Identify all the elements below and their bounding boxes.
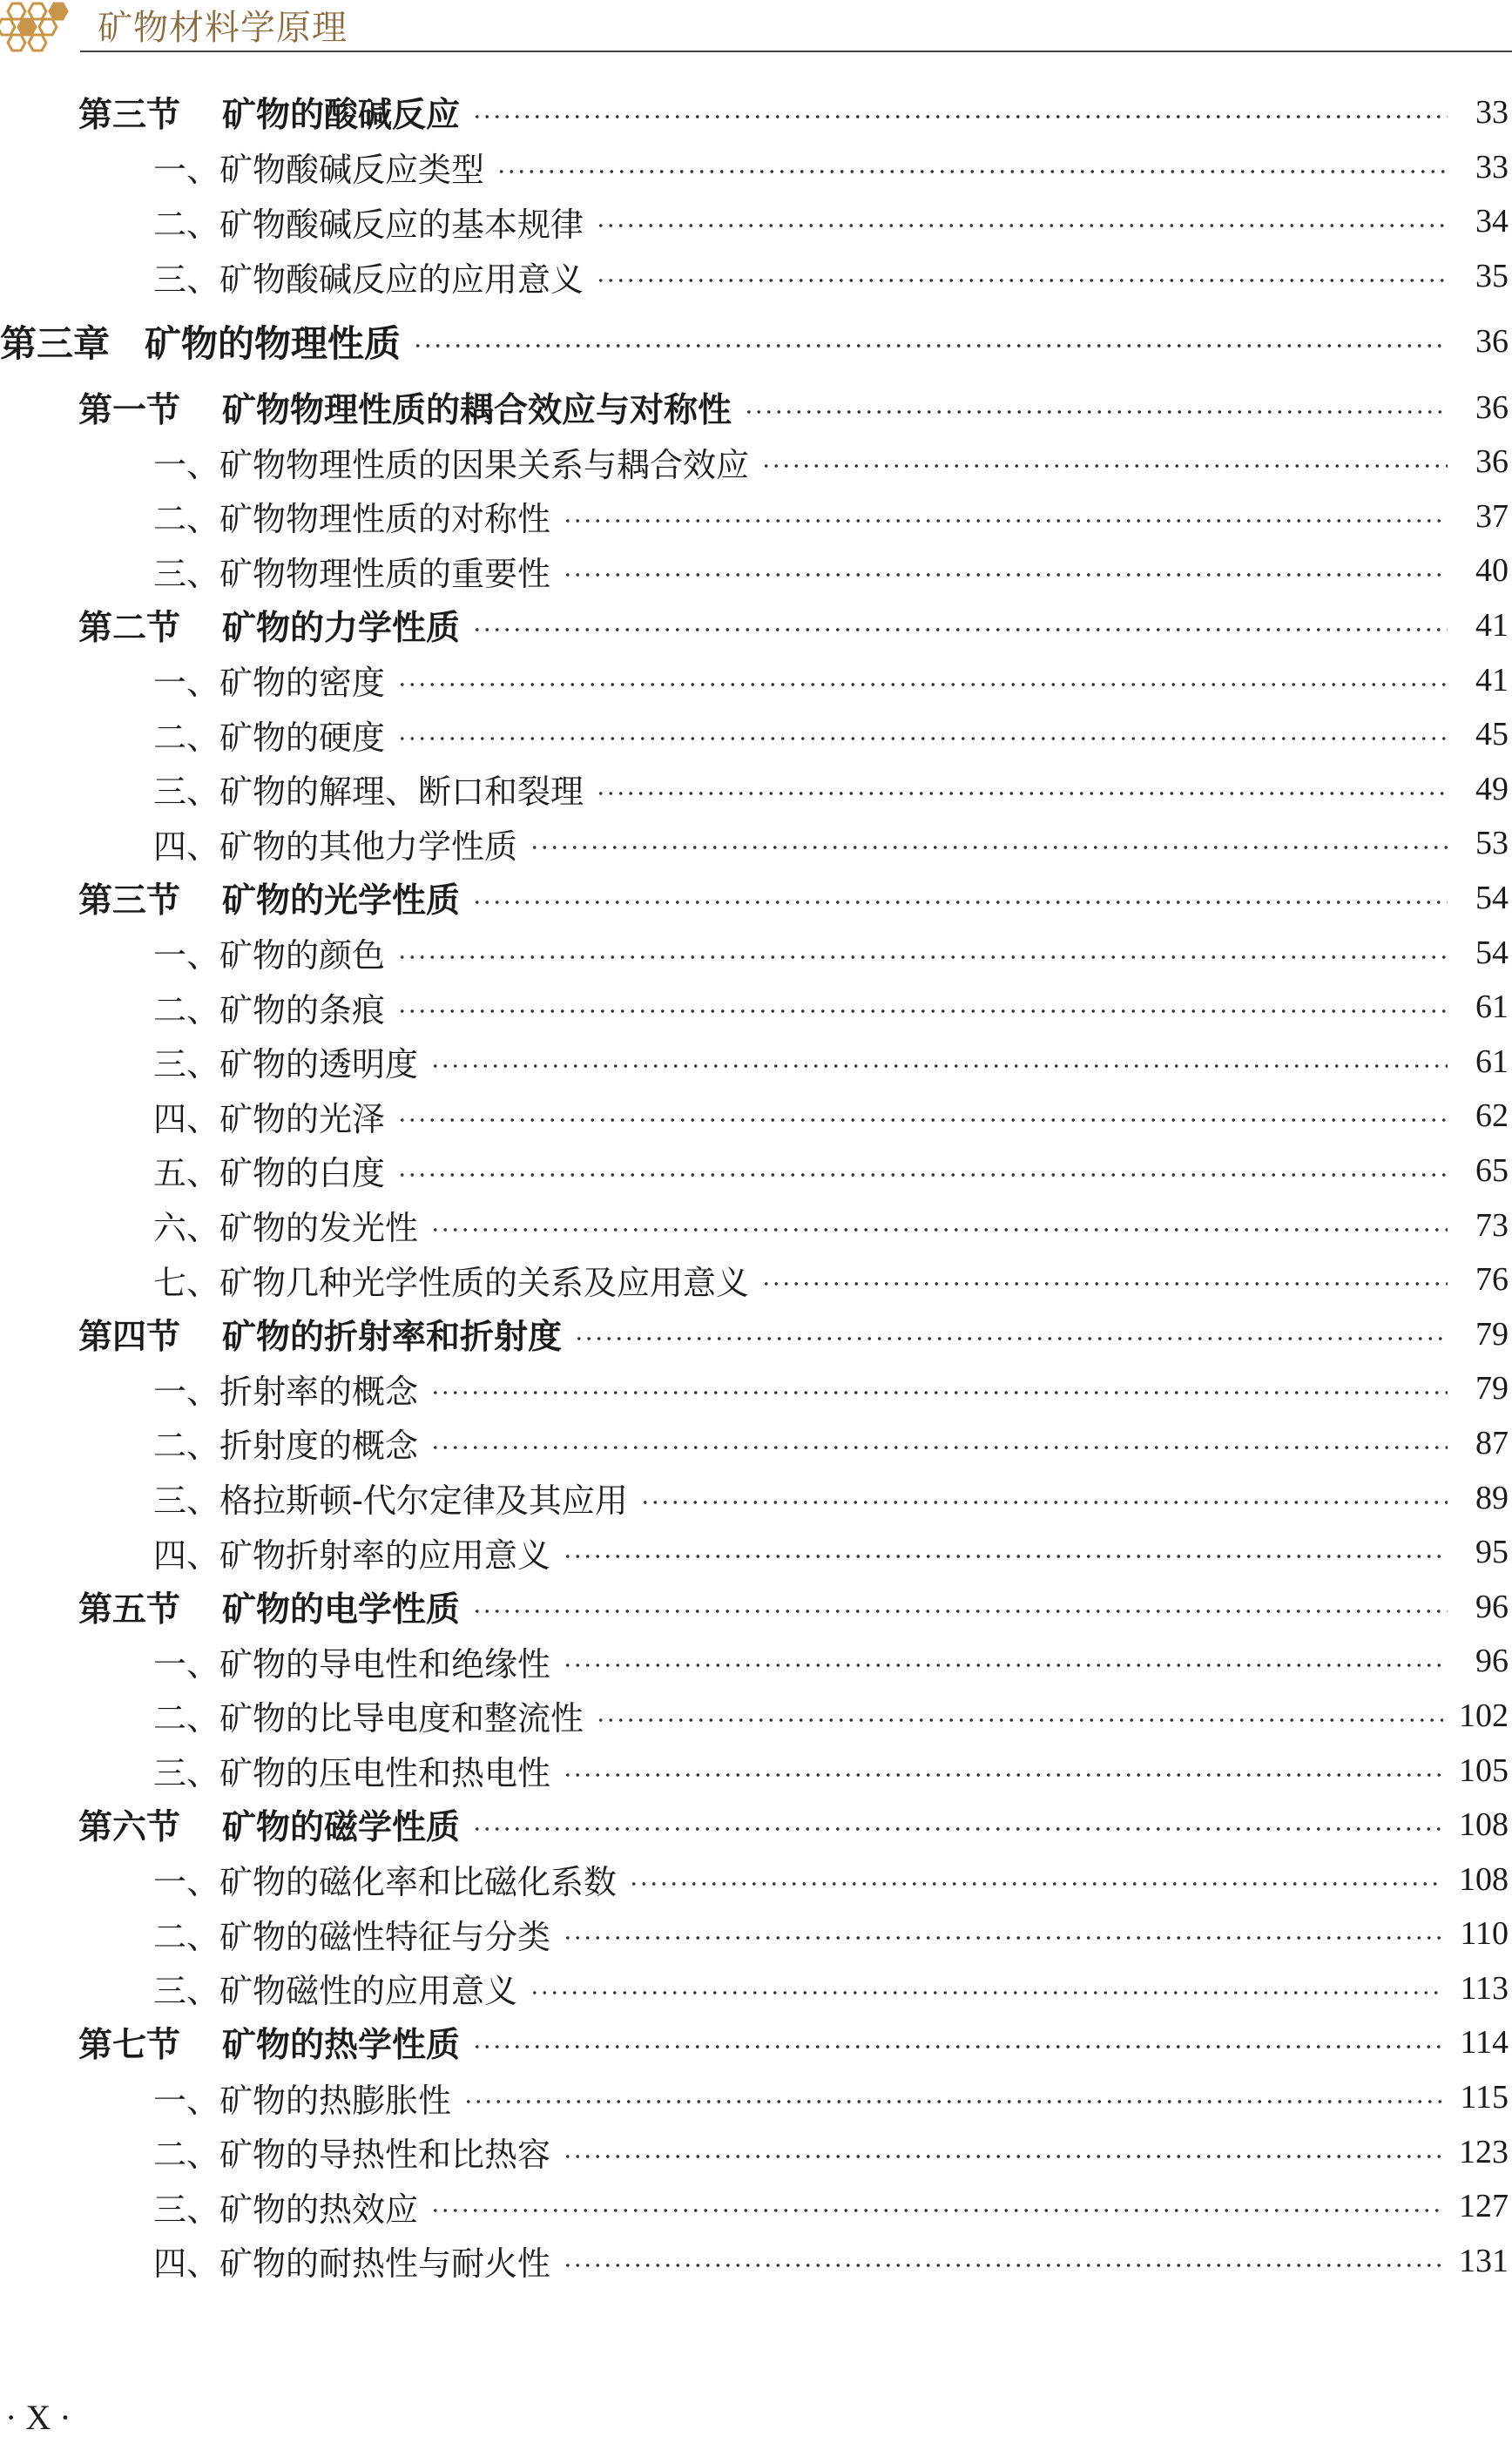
toc-entry-item[interactable] xyxy=(0,1198,1512,1252)
toc-entry-page: 96 xyxy=(1475,1588,1509,1625)
dot-leader xyxy=(574,1336,1448,1341)
toc-entry-item[interactable] xyxy=(0,249,1512,304)
toc-entry-title: 矿物的其他力学性质 xyxy=(219,827,518,866)
toc-entry-title: 矿物的酸碱反应 xyxy=(222,96,461,136)
toc-entry-title: 矿物磁性的应用意义 xyxy=(219,1972,518,2011)
toc-entry-page: 33 xyxy=(1475,148,1509,186)
toc-entry-page: 79 xyxy=(1475,1315,1509,1353)
toc-entry-item[interactable] xyxy=(0,1907,1512,1961)
toc-entry-page: 96 xyxy=(1475,1643,1509,1680)
toc-entry-item[interactable] xyxy=(0,762,1512,817)
toc-entry-page: 105 xyxy=(1459,1751,1509,1789)
dot-leader xyxy=(472,1826,1443,1832)
toc-entry-title: 矿物的导电性和绝缘性 xyxy=(219,1644,551,1684)
dot-leader xyxy=(596,791,1448,796)
toc-entry-item[interactable] xyxy=(0,1525,1512,1580)
toc-entry-number: 二、 xyxy=(153,2136,220,2175)
toc-entry-page: 40 xyxy=(1475,552,1509,590)
toc-entry-page: 65 xyxy=(1475,1151,1509,1189)
toc-entry-number: 一、 xyxy=(153,664,220,703)
dot-leader xyxy=(563,572,1448,577)
toc-entry-page: 62 xyxy=(1475,1097,1509,1135)
dot-leader xyxy=(496,169,1448,174)
dot-leader xyxy=(530,1990,1444,1995)
toc-entry-item[interactable] xyxy=(0,489,1512,544)
page-number: · X · xyxy=(5,2398,71,2437)
toc-entry-section[interactable] xyxy=(0,871,1512,926)
dot-leader xyxy=(472,1609,1448,1614)
toc-entry-page: 108 xyxy=(1459,1860,1509,1898)
toc-entry-title: 矿物的发光性 xyxy=(219,1209,419,1248)
toc-entry-number: 一、 xyxy=(153,2081,220,2120)
toc-entry-item[interactable] xyxy=(0,2234,1512,2289)
toc-entry-title: 矿物的热效应 xyxy=(219,2190,419,2229)
toc-entry-number: 三、 xyxy=(153,773,220,812)
dot-leader xyxy=(629,1881,1443,1886)
dot-leader xyxy=(563,2154,1443,2159)
toc-entry-item[interactable] xyxy=(0,140,1512,195)
toc-entry-item[interactable] xyxy=(0,1035,1512,1090)
toc-entry-page: 114 xyxy=(1460,2024,1509,2062)
toc-entry-number: 一、 xyxy=(153,936,220,975)
toc-entry-title: 矿物的白度 xyxy=(219,1154,386,1193)
toc-entry-page: 53 xyxy=(1475,825,1509,862)
toc-entry-number: 第六节 xyxy=(78,1808,181,1848)
dot-leader xyxy=(761,1281,1448,1286)
dot-leader xyxy=(397,736,1448,741)
toc-entry-page: 35 xyxy=(1475,258,1509,295)
toc-entry-number: 三、 xyxy=(153,554,220,593)
toc-entry-title: 矿物折射率的应用意义 xyxy=(219,1535,551,1575)
toc-entry-page: 54 xyxy=(1475,880,1509,917)
toc-entry-page: 36 xyxy=(1475,323,1509,361)
toc-entry-page: 76 xyxy=(1475,1261,1509,1299)
toc-entry-page: 102 xyxy=(1459,1697,1509,1734)
dot-leader xyxy=(563,1935,1444,1940)
toc-entry-page: 123 xyxy=(1459,2133,1509,2170)
toc-entry-title: 矿物的硬度 xyxy=(219,718,386,757)
toc-entry-title: 矿物的条痕 xyxy=(219,990,386,1029)
toc-entry-number: 二、 xyxy=(153,990,220,1029)
toc-entry-number: 一、 xyxy=(153,445,220,484)
toc-entry-item[interactable] xyxy=(0,1252,1512,1307)
dot-leader xyxy=(413,343,1448,348)
toc-entry-title: 矿物物理性质的耦合效应与对称性 xyxy=(222,390,732,430)
toc-entry-number: 三、 xyxy=(153,1972,220,2011)
toc-entry-item[interactable] xyxy=(0,1743,1512,1798)
toc-entry-number: 一、 xyxy=(153,1863,220,1902)
toc-entry-number: 一、 xyxy=(153,1372,220,1411)
toc-entry-number: 第三节 xyxy=(78,881,181,921)
toc-entry-page: 89 xyxy=(1475,1479,1509,1516)
toc-entry-page: 110 xyxy=(1460,1915,1509,1953)
toc-entry-title: 矿物酸碱反应的基本规律 xyxy=(219,205,584,244)
toc-entry-number: 一、 xyxy=(153,1644,220,1684)
toc-entry-number: 三、 xyxy=(153,260,220,299)
toc-entry-item[interactable] xyxy=(0,1470,1512,1525)
toc-entry-item[interactable] xyxy=(0,2124,1512,2179)
toc-entry-page: 36 xyxy=(1475,443,1509,481)
dot-leader xyxy=(430,1063,1448,1069)
toc-entry-title: 矿物的光学性质 xyxy=(222,881,461,921)
dot-leader xyxy=(563,1663,1448,1668)
toc-entry-number: 七、 xyxy=(153,1263,220,1302)
toc-entry-item[interactable] xyxy=(0,1852,1512,1907)
dot-leader xyxy=(397,1009,1448,1014)
header-rule xyxy=(80,51,1512,52)
toc-entry-page: 108 xyxy=(1459,1806,1509,1844)
toc-entry-title: 矿物的热膨胀性 xyxy=(219,2081,452,2120)
toc-entry-item[interactable] xyxy=(0,652,1512,707)
toc-entry-title: 矿物物理性质的对称性 xyxy=(219,500,551,539)
toc-entry-title: 矿物的透明度 xyxy=(219,1045,419,1084)
book-title: 矿物材料学原理 xyxy=(98,8,348,48)
toc-entry-title: 矿物的热学性质 xyxy=(222,2026,461,2066)
toc-entry-page: 37 xyxy=(1475,497,1509,535)
toc-entry-page: 95 xyxy=(1475,1534,1509,1571)
toc-entry-item[interactable] xyxy=(0,707,1512,762)
toc-entry-title: 矿物的磁学性质 xyxy=(222,1808,461,1848)
toc-entry-number: 三、 xyxy=(153,1754,220,1793)
toc-entry-item[interactable] xyxy=(0,1144,1512,1198)
toc-entry-number: 第三章 xyxy=(0,322,111,366)
dot-leader xyxy=(430,1227,1448,1232)
toc-entry-item[interactable] xyxy=(0,1089,1512,1144)
dot-leader xyxy=(596,278,1448,283)
dot-leader xyxy=(397,1117,1448,1123)
toc-entry-title: 矿物的电学性质 xyxy=(222,1589,461,1630)
toc-entry-page: 41 xyxy=(1475,607,1509,645)
toc-entry-number: 第二节 xyxy=(78,609,181,649)
toc-entry-number: 四、 xyxy=(153,2244,220,2284)
toc-entry-page: 41 xyxy=(1475,661,1509,699)
toc-entry-page: 131 xyxy=(1459,2242,1509,2279)
toc-entry-item[interactable] xyxy=(0,194,1512,249)
dot-leader xyxy=(472,627,1448,632)
toc-entry-page: 73 xyxy=(1475,1206,1509,1244)
toc-entry-title: 矿物酸碱反应类型 xyxy=(219,151,485,190)
toc-entry-item[interactable] xyxy=(0,543,1512,598)
toc-entry-page: 34 xyxy=(1475,203,1509,240)
dot-leader xyxy=(761,463,1448,469)
toc-entry-item[interactable] xyxy=(0,980,1512,1035)
toc-entry-item[interactable] xyxy=(0,1961,1512,2016)
toc-entry-page: 61 xyxy=(1475,1043,1509,1080)
dot-leader xyxy=(640,1500,1448,1505)
toc-entry-number: 一、 xyxy=(153,151,220,190)
toc-entry-item[interactable] xyxy=(0,1361,1512,1416)
toc-entry-title: 矿物酸碱反应的应用意义 xyxy=(219,260,584,299)
dot-leader xyxy=(463,2099,1444,2104)
toc-entry-number: 四、 xyxy=(153,1535,220,1575)
dot-leader xyxy=(744,409,1448,415)
toc-entry-page: 54 xyxy=(1475,934,1509,971)
toc-entry-page: 79 xyxy=(1475,1370,1509,1407)
dot-leader xyxy=(397,1172,1448,1178)
toc-entry-title: 矿物的折射率和折射度 xyxy=(222,1317,563,1357)
toc-entry-number: 第五节 xyxy=(78,1589,181,1630)
toc-entry-number: 三、 xyxy=(153,1045,220,1084)
toc-entry-number: 二、 xyxy=(153,500,220,539)
toc-entry-page: 115 xyxy=(1460,2079,1509,2116)
page-header xyxy=(0,0,1512,56)
toc-entry-number: 第一节 xyxy=(78,390,181,430)
toc-entry-title: 折射度的概念 xyxy=(219,1427,419,1466)
toc-entry-chapter[interactable] xyxy=(0,303,1512,380)
dot-leader xyxy=(530,845,1448,850)
dot-leader xyxy=(563,2263,1443,2268)
toc-entry-section[interactable] xyxy=(0,85,1512,140)
toc-entry-title: 矿物的磁性特征与分类 xyxy=(219,1917,551,1956)
toc-entry-title: 矿物的导热性和比热容 xyxy=(219,2136,551,2175)
dot-leader xyxy=(563,518,1448,523)
dot-leader xyxy=(430,1445,1448,1450)
toc-entry-page: 36 xyxy=(1475,388,1509,426)
dot-leader xyxy=(563,1772,1443,1778)
toc-entry-number: 三、 xyxy=(153,2190,220,2229)
toc-entry-number: 二、 xyxy=(153,1699,220,1738)
toc-entry-item[interactable] xyxy=(0,1634,1512,1689)
toc-entry-number: 第四节 xyxy=(78,1317,181,1357)
dot-leader xyxy=(472,2044,1444,2049)
toc-entry-number: 三、 xyxy=(153,1481,220,1521)
toc-entry-title: 矿物的力学性质 xyxy=(222,609,461,649)
toc-entry-title: 矿物的压电性和热电性 xyxy=(219,1754,551,1793)
dot-leader xyxy=(472,114,1448,119)
toc-entry-title: 矿物的耐热性与耐火性 xyxy=(219,2244,551,2284)
toc-entry-title: 矿物物理性质的因果关系与耦合效应 xyxy=(219,445,750,484)
toc-entry-page: 33 xyxy=(1475,94,1509,132)
toc-entry-item[interactable] xyxy=(0,925,1512,980)
toc-entry-title: 矿物的解理、断口和裂理 xyxy=(219,773,584,812)
toc-entry-title: 矿物的颜色 xyxy=(219,936,386,975)
toc-entry-page: 127 xyxy=(1459,2188,1509,2225)
toc-entry-title: 矿物的光泽 xyxy=(219,1099,386,1138)
hexagon-logo-icon xyxy=(0,0,73,52)
toc-entry-section[interactable] xyxy=(0,2015,1512,2070)
toc-entry-title: 矿物的密度 xyxy=(219,664,386,703)
toc-entry-number: 四、 xyxy=(153,1099,220,1138)
toc-entry-item[interactable] xyxy=(0,2179,1512,2234)
dot-leader xyxy=(596,223,1448,228)
toc-entry-title: 矿物物理性质的重要性 xyxy=(219,554,551,593)
dot-leader xyxy=(430,1390,1448,1395)
toc-entry-section[interactable] xyxy=(0,1579,1512,1634)
toc-entry-page: 49 xyxy=(1475,770,1509,807)
toc-entry-item[interactable] xyxy=(0,816,1512,871)
toc-entry-title: 矿物的比导电度和整流性 xyxy=(219,1699,584,1738)
table-of-contents xyxy=(0,85,1512,2288)
toc-entry-title: 矿物的物理性质 xyxy=(145,322,402,366)
toc-entry-title: 矿物几种光学性质的关系及应用意义 xyxy=(219,1263,750,1302)
dot-leader xyxy=(596,1718,1443,1723)
dot-leader xyxy=(397,955,1448,960)
toc-entry-title: 格拉斯顿-代尔定律及其应用 xyxy=(219,1481,628,1521)
toc-entry-number: 第七节 xyxy=(78,2026,181,2066)
toc-entry-number: 第三节 xyxy=(78,96,181,136)
toc-entry-section[interactable] xyxy=(0,1798,1512,1853)
toc-entry-item[interactable] xyxy=(0,1416,1512,1471)
toc-entry-item[interactable] xyxy=(0,1689,1512,1744)
toc-entry-section[interactable] xyxy=(0,380,1512,435)
toc-entry-section[interactable] xyxy=(0,598,1512,653)
toc-entry-number: 二、 xyxy=(153,1917,220,1956)
toc-entry-title: 矿物的磁化率和比磁化系数 xyxy=(219,1863,618,1902)
dot-leader xyxy=(472,900,1448,905)
toc-entry-section[interactable] xyxy=(0,1306,1512,1361)
dot-leader xyxy=(430,2208,1443,2213)
toc-entry-number: 六、 xyxy=(153,1209,220,1248)
toc-entry-number: 五、 xyxy=(153,1154,220,1193)
toc-entry-number: 二、 xyxy=(153,205,220,244)
toc-entry-title: 折射率的概念 xyxy=(219,1372,419,1411)
toc-entry-page: 45 xyxy=(1475,716,1509,753)
dot-leader xyxy=(397,682,1448,687)
toc-entry-page: 61 xyxy=(1475,989,1509,1026)
toc-entry-number: 四、 xyxy=(153,827,220,866)
toc-entry-number: 二、 xyxy=(153,718,220,757)
toc-entry-page: 87 xyxy=(1475,1424,1509,1461)
dot-leader xyxy=(563,1554,1448,1559)
toc-entry-number: 二、 xyxy=(153,1427,220,1466)
toc-entry-item[interactable] xyxy=(0,2070,1512,2125)
toc-entry-page: 113 xyxy=(1460,1969,1509,2007)
toc-entry-item[interactable] xyxy=(0,435,1512,489)
